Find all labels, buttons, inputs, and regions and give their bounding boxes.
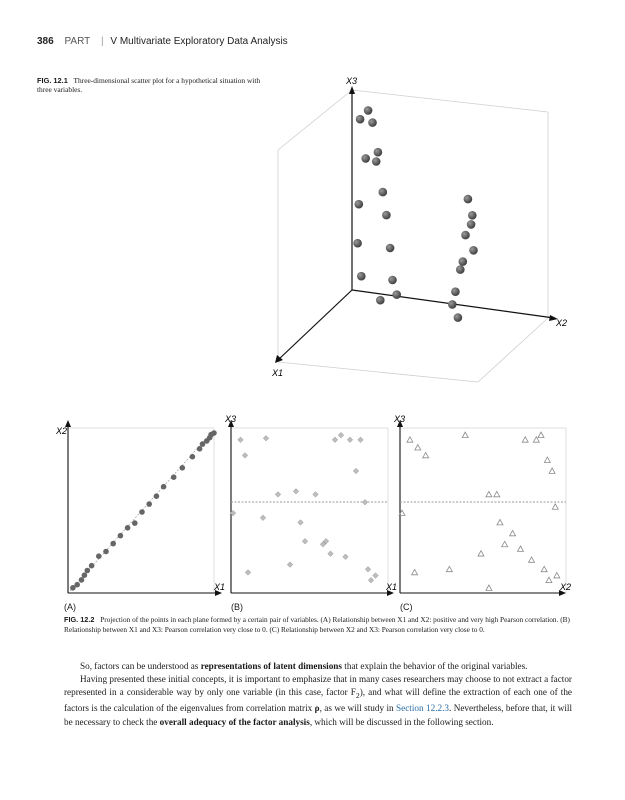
scatter-point xyxy=(332,437,338,443)
scatter-point xyxy=(365,566,371,572)
scatter-point xyxy=(208,432,214,438)
scatter3d-point xyxy=(376,296,385,305)
scatter-point xyxy=(362,499,368,505)
scatter-point xyxy=(125,525,131,531)
scatter-point xyxy=(502,541,508,546)
scatter-point xyxy=(412,569,418,574)
figure2-caption-text: Projection of the points in each plane formed by a certain pair of variables. (A) Relationship between X1 and X2: positive and very high Pearson correlation. (B) Relationship between X1 and X3: Pearson correlation very close to 0. (C) Relationship between X2 and X3: Pearson correlation very close to 0. xyxy=(64,615,570,634)
scatter-point xyxy=(190,454,196,460)
scatter3d-point xyxy=(468,211,477,220)
scatter-point xyxy=(544,457,550,462)
scatter3d-point xyxy=(372,157,381,166)
scatter-point xyxy=(462,432,468,437)
scatter-point xyxy=(180,465,186,471)
scatter-point xyxy=(79,577,85,583)
panel-a-xlabel: X1 xyxy=(214,582,226,592)
scatter3d-point xyxy=(357,272,366,281)
scatter-point xyxy=(74,582,80,588)
panel-b-xlabel: X1 xyxy=(386,582,398,592)
panel-b-ylabel: X3 xyxy=(225,414,237,424)
scatter-point xyxy=(302,538,308,544)
scatter-point xyxy=(486,585,492,590)
scatter-point xyxy=(549,468,555,473)
paragraph-2: Having presented these initial concepts, it is important to emphasize that in many cases researchers may choose to not extract a factor represented in a considerable way by only one variable (in this case, factor $F_2$), and what will define the extraction of each one of the factors is the calculation of the eigenvalues from correlation matrix ρ, as we will study in Section 12.2.3. Nevertheless, before that, it will be necessary to check the overall adequacy of the factor analysis, which will be discussed in the following section. xyxy=(64,674,573,727)
scatter-point xyxy=(407,437,413,442)
figure2-label: FIG. 12.2 xyxy=(64,615,95,624)
scatter-point xyxy=(494,491,500,496)
scatter-point xyxy=(554,573,560,578)
scatter3d-point xyxy=(459,257,468,266)
scatter3d-point xyxy=(368,118,377,127)
scatter3d-point xyxy=(388,276,397,285)
scatter-point xyxy=(82,572,88,578)
scatter-point xyxy=(313,492,319,498)
scatter-point xyxy=(541,566,547,571)
scatter3d-point xyxy=(379,188,388,197)
panel-b xyxy=(224,414,397,596)
scatter3d-point xyxy=(456,265,465,274)
scatter-point xyxy=(478,551,484,556)
scatter-point xyxy=(275,492,281,498)
scatter-point xyxy=(287,562,293,568)
scatter-point xyxy=(298,520,304,526)
scatter-point xyxy=(171,474,177,480)
figure1-caption-text: Three-dimensional scatter plot for a hypothetical situation with three variables. xyxy=(37,76,261,94)
scatter3d-point xyxy=(356,115,365,124)
scatter-point xyxy=(96,553,102,559)
section-link[interactable]: Section 12.2.3 xyxy=(396,703,449,714)
axis-label-x1: X1 xyxy=(272,368,284,378)
part-label: PART xyxy=(64,36,91,47)
panel-a xyxy=(55,420,225,596)
figure1-label: FIG. 12.1 xyxy=(37,76,68,85)
panel-c xyxy=(393,414,571,596)
scatter-point xyxy=(85,568,91,574)
scatter3d-point xyxy=(361,154,370,163)
scatter3d-point xyxy=(448,300,457,309)
scatter-point xyxy=(263,435,269,441)
scatter-point xyxy=(347,437,353,443)
panel-a-ylabel: X2 xyxy=(56,426,68,436)
scatter-point xyxy=(146,501,152,507)
panel-c-ylabel: X3 xyxy=(394,414,406,424)
scatter-point xyxy=(161,484,167,490)
panel-b-points xyxy=(230,432,378,583)
chapter-title: V Multivariate Exploratory Data Analysis xyxy=(110,36,288,47)
scatter-point xyxy=(245,570,251,576)
scatter3d-point xyxy=(355,200,364,209)
scatter-point xyxy=(132,520,138,526)
scatter-point xyxy=(552,504,558,509)
panel-tag-b: (B) xyxy=(231,602,243,612)
emphasis-latent-dimensions: representations of latent dimensions xyxy=(200,661,342,671)
scatter3d-point xyxy=(374,148,383,157)
scatter3d-point xyxy=(451,287,460,296)
header-separator: | xyxy=(101,36,104,47)
scatter-point xyxy=(522,437,528,442)
panel-c-points xyxy=(399,432,560,590)
scatter-point xyxy=(154,493,160,499)
scatter-point xyxy=(486,491,492,496)
panel-tag-a: (A) xyxy=(64,602,76,612)
scatter-point xyxy=(510,530,516,535)
axis-x1 xyxy=(278,290,352,360)
scatter-point xyxy=(328,551,334,557)
scatter-point xyxy=(358,437,364,443)
scatter-point xyxy=(103,549,109,555)
body-text xyxy=(64,660,572,729)
scatter3d-point xyxy=(392,290,401,299)
panel-tag-c: (C) xyxy=(400,602,413,612)
scatter-point xyxy=(110,541,116,547)
scatter3d-point xyxy=(469,246,478,255)
scatter-point xyxy=(118,533,124,539)
scatter-point xyxy=(373,573,379,579)
scatter3d-point xyxy=(454,313,463,322)
scatter-point xyxy=(293,488,299,494)
scatter-point xyxy=(238,437,244,443)
figure2-panels xyxy=(0,412,625,622)
scatter-point xyxy=(446,566,452,571)
scatter3d-point xyxy=(461,231,470,240)
scatter-point xyxy=(518,546,524,551)
scatter-point xyxy=(200,441,206,447)
plot-box-wireframe xyxy=(278,90,548,382)
scatter-point xyxy=(368,577,374,583)
scatter3d-points xyxy=(353,106,478,322)
axis-label-x3: X3 xyxy=(346,76,358,86)
emphasis-overall-adequacy: overall adequacy of the factor analysis xyxy=(159,716,310,727)
scatter3d-point xyxy=(464,195,473,204)
paragraph-1: So, factors can be understood as representations of latent dimensions that explain the behavior of the original variables. xyxy=(80,661,528,671)
scatter-point xyxy=(343,554,349,560)
scatter-point xyxy=(529,557,535,562)
scatter3d-point xyxy=(382,211,391,220)
scatter3d-point xyxy=(364,106,373,115)
scatter-point xyxy=(89,563,95,569)
scatter-point xyxy=(353,468,359,474)
scatter-point xyxy=(546,577,552,582)
scatter3d-point xyxy=(467,220,476,229)
scatter3d-point xyxy=(353,239,362,248)
scatter-point xyxy=(415,445,421,450)
page-number: 386 xyxy=(37,36,54,47)
scatter-point xyxy=(242,453,248,459)
scatter-point xyxy=(139,509,145,515)
axes-3d xyxy=(278,92,554,360)
panel-a-points xyxy=(70,430,217,590)
panel-c-xlabel: X2 xyxy=(560,582,572,592)
scatter3d-point xyxy=(386,244,395,253)
figure2-caption xyxy=(64,615,571,635)
scatter-point xyxy=(338,432,344,438)
scatter-point xyxy=(260,515,266,521)
scatter-point xyxy=(197,446,203,452)
axis-label-x2: X2 xyxy=(556,318,568,328)
scatter-point xyxy=(497,519,503,524)
scatter-point xyxy=(423,452,429,457)
scatter-point xyxy=(538,432,544,437)
